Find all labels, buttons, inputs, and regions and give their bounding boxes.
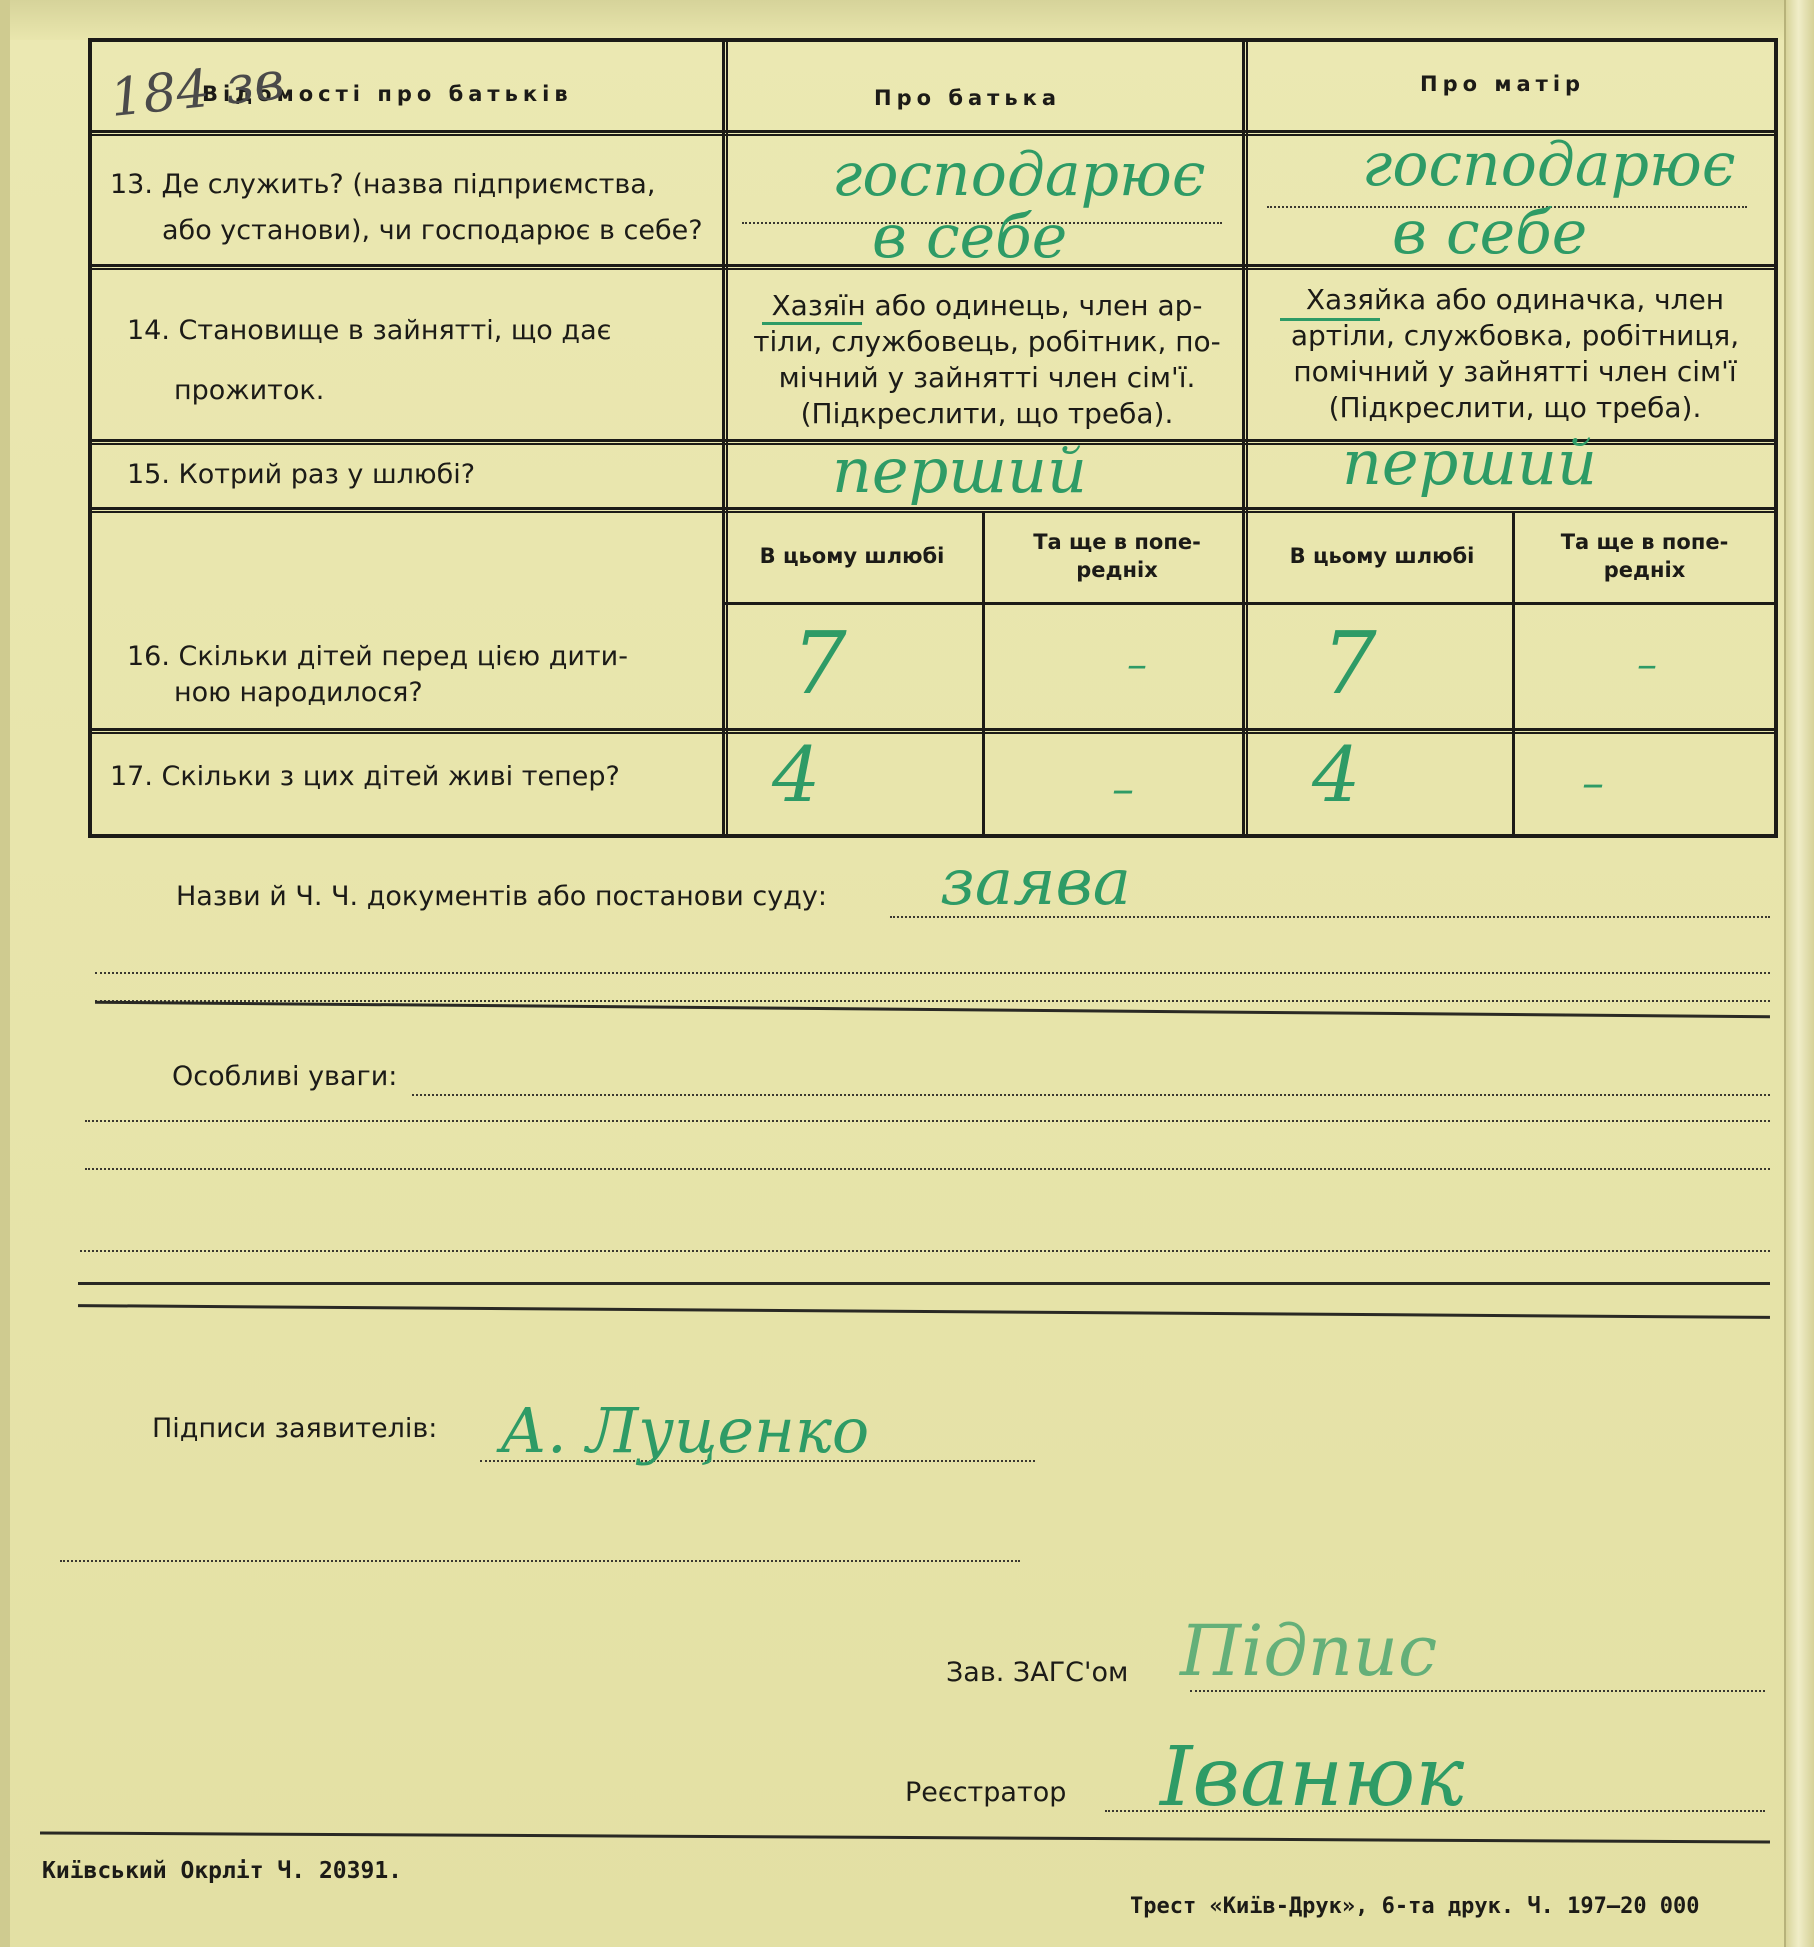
fill-line [78, 1282, 1770, 1285]
column-divider [1512, 512, 1515, 834]
fill-line [95, 972, 1770, 974]
registrar-label: Реєстратор [905, 1777, 1067, 1808]
question-17: 17. Скільки з цих дітей живі тепер? [110, 761, 620, 792]
head-signature: Підпис [1180, 1610, 1438, 1692]
remarks-label: Особливі уваги: [172, 1061, 398, 1092]
father-status-line: (Підкреслити, що треба). [800, 397, 1174, 430]
mother-sub-previous: Та ще в попе- редніх [1560, 530, 1729, 582]
question-13-line1: 13. Де служить? (назва підприємства, [110, 169, 656, 200]
mother-status-line: артіли, службовка, робітниця, [1290, 319, 1740, 352]
father-status-line: мічний у зайнятті член сім'ї. [778, 361, 1196, 394]
archive-number: 184 зв [107, 51, 288, 129]
father-alive-prev: – [1112, 764, 1134, 815]
mother-children-prev: – [1637, 642, 1657, 688]
column-header-mother: Про матір [1420, 72, 1586, 96]
question-16-line1: 16. Скільки дітей перед цією дити- [127, 641, 628, 672]
mother-status-options [1260, 282, 1770, 426]
signatures-label: Підписи заявителів: [152, 1413, 438, 1444]
father-status-underline [762, 322, 862, 325]
mother-children-this: 7 [1322, 614, 1377, 714]
mother-occupation-line1: господарює [1362, 130, 1736, 200]
father-marriage-count: перший [832, 434, 1087, 507]
row-divider [92, 507, 1774, 513]
father-status-line: тіли, службовець, робітник, по- [753, 325, 1221, 358]
mother-marriage-count: перший [1342, 426, 1597, 499]
mother-status-line: помічний у зайнятті член сім'ї [1293, 355, 1737, 388]
parents-info-table [88, 38, 1778, 838]
father-sub-this-marriage: В цьому шлюбі [759, 544, 945, 568]
father-sub-previous: Та ще в попе- редніх [1033, 530, 1201, 582]
head-registry-label: Зав. ЗАГС'ом [946, 1657, 1129, 1688]
column-header-parents: Відомості про батьків [202, 82, 573, 106]
documents-value: заява [940, 846, 1131, 920]
father-occupation-line1: господарює [832, 140, 1206, 210]
row-divider [92, 728, 1774, 734]
mother-alive-prev: – [1582, 758, 1604, 809]
column-divider [1242, 42, 1248, 834]
mother-alive-this: 4 [1312, 730, 1361, 819]
column-header-father: Про батька [874, 86, 1062, 110]
column-divider [982, 512, 985, 834]
registrar-signature: Іванюк [1160, 1730, 1465, 1825]
footer-divider [40, 1831, 1770, 1843]
page-right-edge [1784, 0, 1814, 1947]
father-children-prev: – [1127, 642, 1147, 688]
question-14-line2: прожиток. [174, 375, 325, 406]
fill-line [85, 1168, 1770, 1170]
remarks-fill-line [412, 1094, 1770, 1096]
column-divider [722, 42, 728, 834]
question-16-line2: ною народилося? [174, 677, 423, 708]
footer-left-imprint: Київський Окрліт Ч. 20391. [42, 1858, 403, 1884]
fill-line [60, 1560, 1020, 1562]
father-status-options [742, 288, 1232, 432]
fill-line [85, 1120, 1770, 1122]
father-children-this: 7 [792, 614, 847, 714]
fill-line [95, 1000, 1770, 1002]
section-divider [95, 1001, 1770, 1019]
page-top-edge [0, 0, 1814, 40]
father-status-line: Хазяїн або одинець, член ар- [771, 289, 1203, 322]
mother-status-underline [1280, 318, 1380, 321]
father-occupation-line2: в себе [872, 202, 1068, 272]
question-15: 15. Котрий раз у шлюбі? [127, 459, 476, 490]
section-divider [78, 1304, 1770, 1319]
documents-label: Назви й Ч. Ч. документів або постанови суду: [176, 881, 827, 912]
father-alive-this: 4 [772, 730, 821, 819]
footer-right-imprint: Трест «Київ-Друк», 6-та друк. Ч. 197—20 000 [1130, 1894, 1700, 1919]
page-left-edge [0, 0, 10, 1947]
applicant-signature: А. Луценко [500, 1394, 870, 1467]
row-divider [722, 602, 1774, 605]
mother-status-line: Хазяйка або одиначка, член [1305, 283, 1725, 316]
question-14-line1: 14. Становище в зайнятті, що дає [127, 315, 612, 346]
question-13-line2: або установи), чи господарює в себе? [162, 215, 703, 246]
mother-sub-this-marriage: В цьому шлюбі [1289, 544, 1475, 568]
mother-status-line: (Підкреслити, що треба). [1328, 391, 1702, 424]
fill-line [80, 1250, 1770, 1252]
mother-occupation-line2: в себе [1392, 198, 1588, 268]
